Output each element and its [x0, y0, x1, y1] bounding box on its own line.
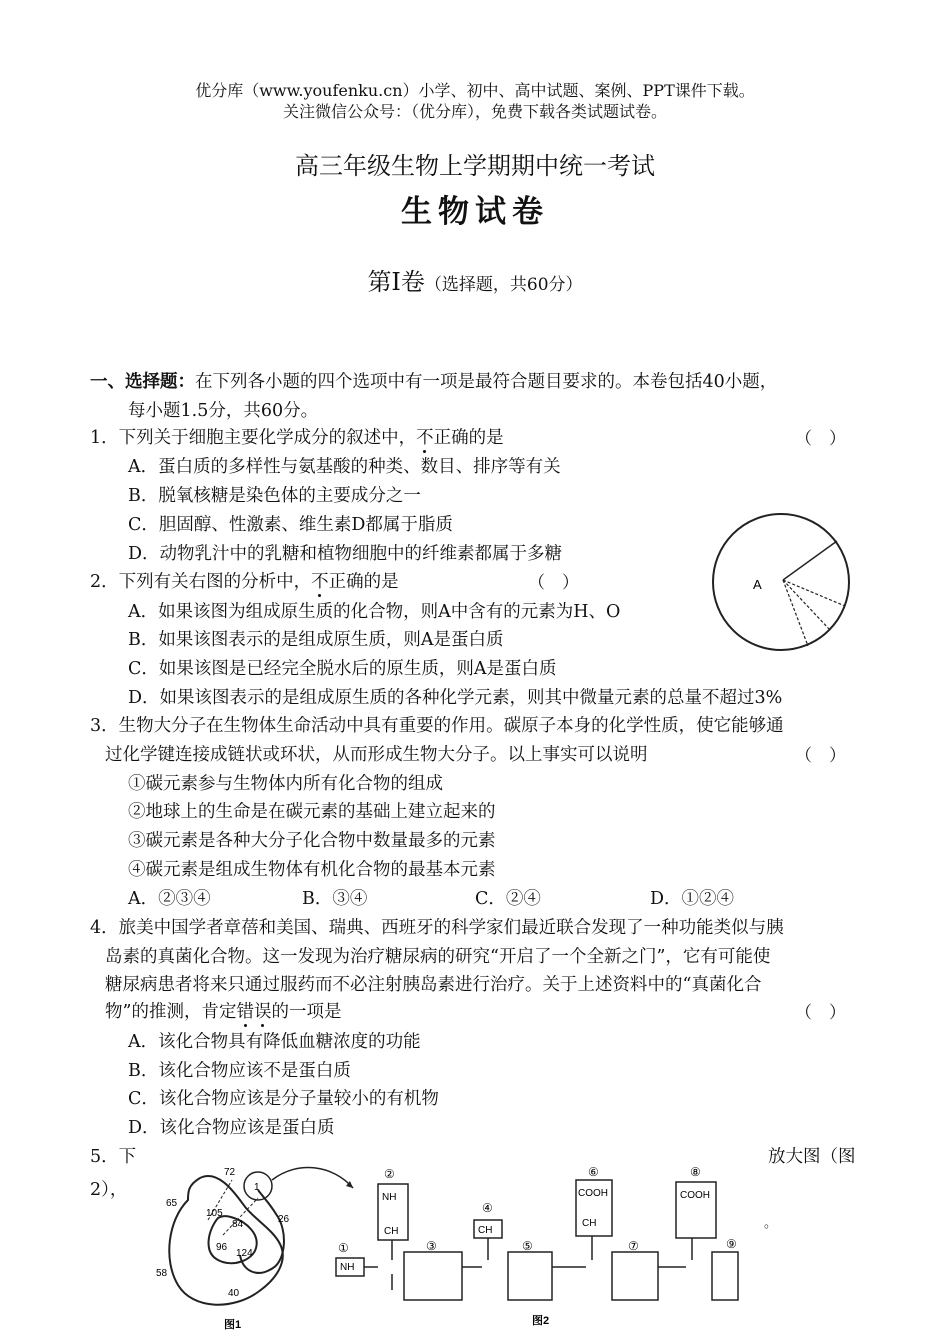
q2-emphasis: 不 — [311, 572, 329, 592]
section-intro — [90, 368, 777, 393]
q2-stem-end: 正确的是 — [328, 572, 399, 592]
fig2-box-7 — [612, 1252, 658, 1300]
q3-statement-2: ②地球上的生命是在碳元素的基础上建立起来的 — [128, 802, 496, 822]
q3-statement-1: ①碳元素参与生物体内所有化合物的组成 — [128, 774, 443, 794]
fig1-num-65: 65 — [166, 1198, 178, 1209]
q4-stem-3: 糖尿病患者将来只通过服药而不必注射胰岛素进行治疗。关于上述资料中的“真菌化合 — [105, 975, 762, 995]
pie-sector-line — [783, 580, 845, 606]
fig2-box-3 — [404, 1252, 462, 1300]
q4-emphasis-1: 错 — [236, 1002, 254, 1022]
fig1-num-1: 1 — [254, 1182, 260, 1193]
q1-stem-text: 1．下列关于细胞主要化学成分的叙述中， — [90, 428, 417, 448]
q3-statement-3: ③碳元素是各种大分子化合物中数量最多的元素 — [128, 831, 496, 851]
q3-option-c: C．②④ — [475, 889, 541, 909]
fig2-nh3-label: NH — [340, 1262, 355, 1273]
q1-stem-end: 正确的是 — [433, 428, 504, 448]
q5-stem-right: 放大图（图 — [768, 1147, 856, 1167]
fig2-marker-7: ⑦ — [628, 1239, 639, 1253]
q5-stem-line-2: 2）， — [90, 1180, 128, 1200]
q5-figure-1 — [148, 1160, 358, 1340]
fig2-marker-8: ⑧ — [690, 1165, 701, 1179]
section-label: 一、选择题： — [90, 372, 195, 392]
fig1-num-58: 58 — [156, 1268, 168, 1279]
q2-option-d: D．如果该图表示的是组成原生质的各种化学元素，则其中微量元素的总量不超过3% — [128, 688, 783, 708]
pie-outline — [713, 514, 849, 650]
fig1-caption: 图1 — [224, 1319, 242, 1331]
fig1-num-84: 84 — [232, 1219, 244, 1230]
q2-option-b: B．如果该图表示的是组成原生质，则A是蛋白质 — [128, 630, 504, 650]
fig1-num-96: 96 — [216, 1242, 228, 1253]
q4-option-c: C．该化合物应该是分子量较小的有机物 — [128, 1089, 439, 1109]
fig2-caption: 图2 — [532, 1315, 550, 1327]
volume-title — [0, 262, 950, 297]
exam-title: 高三年级生物上学期期中统一考试 — [295, 152, 655, 180]
fig1-chain-segment — [240, 1190, 284, 1273]
fig2-ch2-label-3: CH — [582, 1218, 597, 1229]
q2-stem-text: 2．下列有关右图的分析中， — [90, 572, 312, 592]
q4-option-d: D．该化合物应该是蛋白质 — [128, 1118, 335, 1138]
fig2-marker-2: ② — [384, 1167, 395, 1181]
fig2-ch2-label-2: CH — [478, 1225, 493, 1236]
q3-option-d: D．①②④ — [650, 889, 735, 909]
volume-note: （选择题，共60分） — [424, 275, 583, 295]
q1-option-c: C．胆固醇、性激素、维生素D都属于脂质 — [128, 515, 453, 535]
pie-label-a: A — [753, 577, 762, 592]
fig2-box-9 — [712, 1252, 738, 1300]
fig2-marker-1: ① — [338, 1241, 349, 1255]
q3-answer-paren: （ ） — [795, 746, 846, 766]
q2-pie-figure — [708, 512, 854, 654]
q1-option-a: A．蛋白质的多样性与氨基酸的种类、数目、排序等有关 — [128, 457, 561, 477]
q2-answer-paren: （ ） — [528, 573, 579, 593]
fig2-marker-9: ⑨ — [726, 1237, 737, 1251]
q4-option-a: A．该化合物具有降低血糖浓度的功能 — [128, 1032, 421, 1052]
q1-answer-paren: （ ） — [795, 429, 846, 449]
q1-option-b: B．脱氧核糖是染色体的主要成分之一 — [128, 486, 421, 506]
q5-stem-tail: 。 — [764, 1216, 778, 1231]
header-line-2: 关注微信公众号：（优分库），免费下载各类试题试卷。 — [282, 102, 667, 121]
q3-statement-4: ④碳元素是组成生物体有机化合物的最基本元素 — [128, 860, 496, 880]
q3-stem-1: 3．生物大分子在生物体生命活动中具有重要的作用。碳原子本身的化学性质，使它能够通 — [90, 716, 784, 736]
fig2-marker-3: ③ — [426, 1239, 437, 1253]
q4-stem-4-end: 的一项是 — [271, 1002, 342, 1022]
fig2-ch2-label: CH — [384, 1226, 399, 1237]
q1-option-d: D．动物乳汁中的乳糖和植物细胞中的纤维素都属于多糖 — [128, 544, 563, 564]
header-line-1: 优分库（www.youfenku.cn）小学、初中、高中试题、案例、PPT课件下载。 — [195, 81, 755, 100]
section-intro-2: 每小题1.5分，共60分。 — [128, 401, 319, 421]
fig2-marker-4: ④ — [482, 1201, 493, 1215]
fig1-num-40: 40 — [228, 1288, 240, 1299]
q4-stem-1: 4．旅美中国学者章蓓和美国、瑞典、西班牙的科学家们最近联合发现了一种功能类似与胰 — [90, 918, 784, 938]
q4-stem-4 — [105, 998, 341, 1023]
fig2-box-5 — [508, 1252, 552, 1300]
fig2-cooh-label: COOH — [578, 1188, 608, 1199]
q3-option-a: A．②③④ — [128, 889, 211, 909]
fig2-marker-5: ⑤ — [522, 1239, 533, 1253]
volume-label: 第Ⅰ卷 — [367, 268, 425, 296]
section-intro-text: 在下列各小题的四个选项中有一项是最符合题目要求的。本卷包括40小题， — [195, 372, 778, 392]
q2-option-c: C．如果该图是已经完全脱水后的原生质，则A是蛋白质 — [128, 659, 557, 679]
fig1-outer-loop — [169, 1176, 282, 1305]
subject-title: 生物试卷 — [401, 194, 549, 230]
q4-answer-paren: （ ） — [795, 1003, 846, 1023]
pie-sector-line — [783, 541, 837, 580]
q2-option-a: A．如果该图为组成原生质的化合物，则A中含有的元素为H、O — [128, 602, 621, 622]
pie-sector-line — [783, 580, 808, 646]
fig1-num-105: 105 — [206, 1208, 223, 1219]
q1-stem — [90, 424, 504, 449]
q3-stem-2: 过化学键连接成链状或环状，从而形成生物大分子。以上事实可以说明 — [105, 745, 648, 765]
q4-emphasis-2: 误 — [253, 1002, 272, 1022]
q2-stem — [90, 568, 399, 593]
fig1-num-124: 124 — [236, 1248, 253, 1259]
fig1-num-72: 72 — [224, 1167, 236, 1178]
q4-option-b: B．该化合物应该不是蛋白质 — [128, 1061, 351, 1081]
q3-option-b: B．③④ — [302, 889, 368, 909]
q1-emphasis: 不 — [416, 428, 434, 448]
q5-figure-2 — [330, 1160, 750, 1340]
fig2-nh2-label: NH — [382, 1192, 397, 1203]
pie-sector-line — [783, 580, 830, 630]
q5-stem-start: 5．下 — [90, 1147, 137, 1167]
q4-stem-4-text: 物”的推测，肯定 — [105, 1002, 237, 1022]
fig1-num-26: 26 — [278, 1214, 290, 1225]
fig2-cooh-label-2: COOH — [680, 1190, 710, 1201]
fig2-marker-6: ⑥ — [588, 1165, 599, 1179]
q4-stem-2: 岛素的真菌化合物。这一发现为治疗糖尿病的研究“开启了一个全新之门”，它有可能使 — [105, 947, 771, 967]
